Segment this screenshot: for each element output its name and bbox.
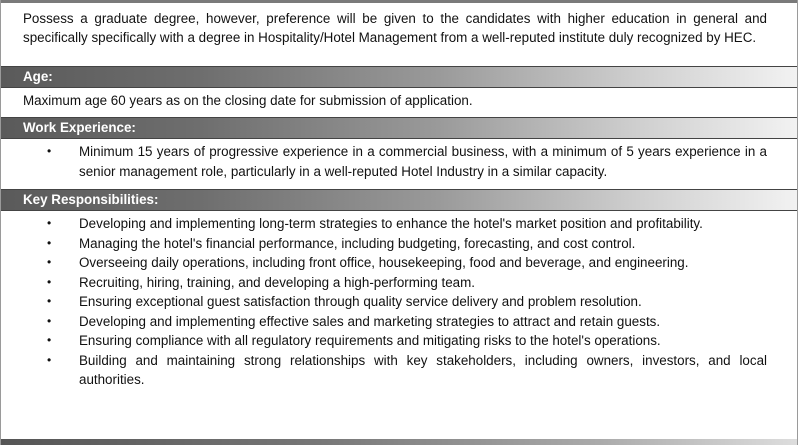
age-section-heading: Age: — [1, 66, 797, 88]
work-experience-list — [1, 139, 797, 189]
age-paragraph: Maximum age 60 years as on the closing date for submission of application. — [23, 93, 473, 108]
list-item-text: Minimum 15 years of progressive experience in a commercial business, with a minimum of 5 years experience in a senior management role, particularly in a well-reputed Hotel Industry in a similar capacity. — [79, 144, 767, 179]
bullet-icon: • — [47, 255, 52, 269]
list-item — [1, 331, 767, 351]
bullet-icon: • — [47, 294, 52, 308]
list-item-text: Developing and implementing effective sales and marketing strategies to attract and retain guests. — [79, 313, 661, 329]
list-item-text: Overseeing daily operations, including front office, housekeeping, food and beverage, and engineering. — [79, 255, 689, 270]
bullet-icon: • — [47, 144, 52, 158]
bullet-icon: • — [47, 274, 52, 289]
list-item — [1, 142, 767, 181]
list-item-text: Ensuring exceptional guest satisfaction through quality service delivery and problem resolution. — [79, 294, 642, 309]
bullet-icon: • — [47, 352, 52, 367]
list-item-text: Ensuring compliance with all regulatory requirements and mitigating risks to the hotel's operations. — [79, 333, 661, 348]
list-item — [1, 351, 767, 390]
bullet-icon: • — [47, 313, 52, 328]
bullet-icon: • — [47, 235, 52, 250]
list-item — [1, 214, 767, 234]
key-responsibilities-list — [1, 211, 797, 390]
bullet-icon: • — [47, 333, 52, 347]
list-item — [1, 312, 767, 332]
list-item — [1, 292, 767, 312]
bottom-divider — [1, 439, 797, 445]
list-item-text: Recruiting, hiring, training, and developing a high-performing team. — [79, 274, 475, 290]
qualification-paragraph: Possess a graduate degree, however, preference will be given to the candidates with higher education in general and specifically specifically with a degree in Hospitality/Hotel Management from a well-reputed institute duly recognized by HEC. — [23, 11, 767, 45]
list-item — [1, 273, 767, 293]
list-item-text: Developing and implementing long-term strategies to enhance the hotel's market position and profitability. — [79, 216, 703, 231]
list-item-text: Building and maintaining strong relationships with key stakeholders, including owners, investors, and local authorities. — [79, 352, 767, 387]
bullet-icon: • — [47, 216, 52, 230]
list-item — [1, 234, 767, 254]
list-item — [1, 253, 767, 273]
work-experience-section-heading: Work Experience: — [1, 117, 797, 139]
key-responsibilities-section-heading: Key Responsibilities: — [1, 189, 797, 211]
list-item-text: Managing the hotel's financial performance, including budgeting, forecasting, and cost control. — [79, 235, 636, 251]
